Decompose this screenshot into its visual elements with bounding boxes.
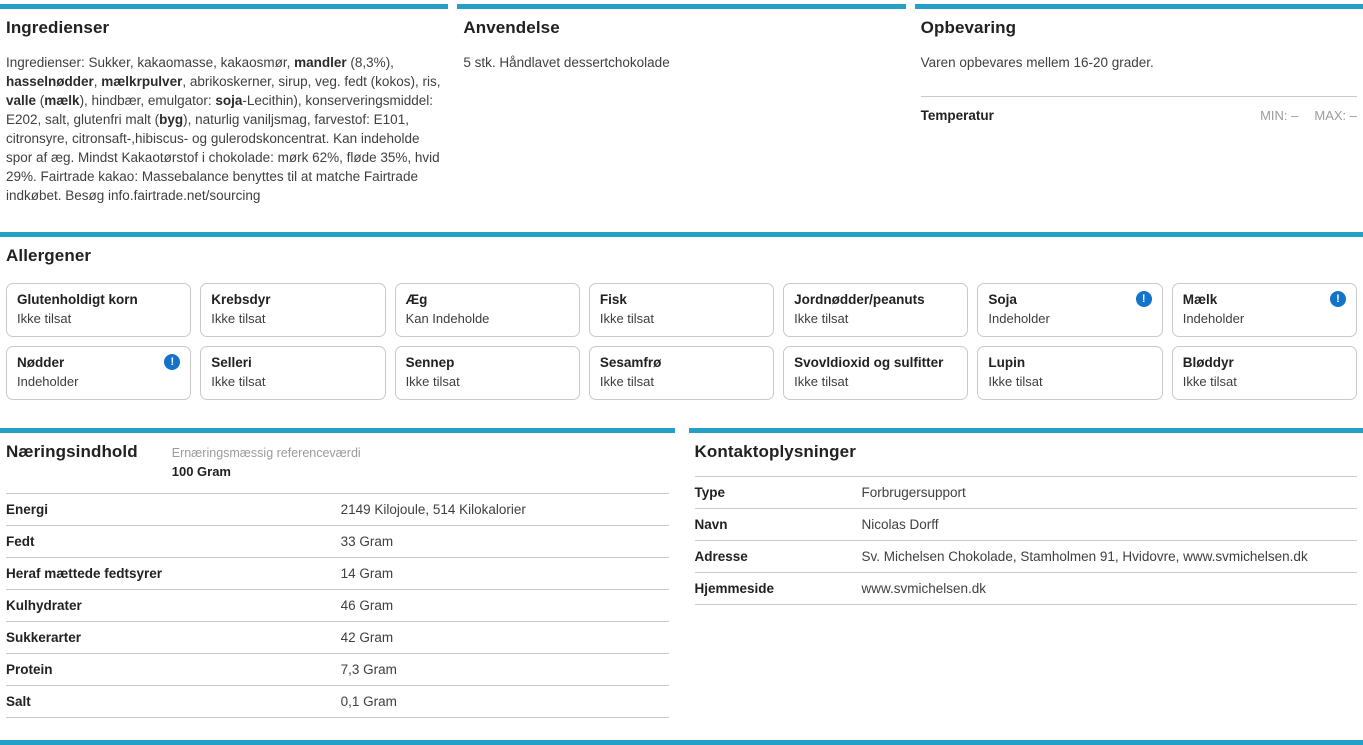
- temperature-max: MAX: –: [1314, 108, 1357, 123]
- row-value: www.svmichelsen.dk: [862, 581, 987, 596]
- temperature-min: MIN: –: [1260, 108, 1298, 123]
- row-label: Hjemmeside: [695, 581, 862, 596]
- storage-text: Varen opbevares mellem 16-20 grader.: [921, 53, 1357, 72]
- allergen-box: [6, 346, 191, 400]
- section-allergens: [0, 232, 1363, 400]
- allergen-box: [977, 283, 1162, 337]
- allergen-status: Indeholder: [988, 310, 1151, 328]
- temperature-values: [1260, 108, 1357, 123]
- allergen-name: Sesamfrø: [600, 353, 662, 372]
- allergen-grid: [6, 283, 1357, 400]
- row-label: Heraf mættede fedtsyrer: [6, 566, 341, 581]
- table-row: [6, 589, 669, 621]
- allergen-name: Glutenholdigt korn: [17, 290, 138, 309]
- allergen-name: Æg: [406, 290, 428, 309]
- allergen-box: [200, 346, 385, 400]
- allergen-status: Ikke tilsat: [600, 310, 763, 328]
- allergen-box: [783, 283, 968, 337]
- allergen-name: Svovldioxid og sulfitter: [794, 353, 943, 372]
- allergen-box: [589, 346, 774, 400]
- allergen-status: Ikke tilsat: [600, 373, 763, 391]
- top-sections-row: [0, 4, 1363, 226]
- row-label: Adresse: [695, 549, 862, 564]
- section-storage: [915, 4, 1363, 226]
- row-label: Navn: [695, 517, 862, 532]
- row-label: Salt: [6, 694, 341, 709]
- row-value: Forbrugersupport: [862, 485, 966, 500]
- row-label: Type: [695, 485, 862, 500]
- table-row: [695, 508, 1358, 540]
- nutrition-title: Næringsindhold: [6, 442, 138, 462]
- row-value: Sv. Michelsen Chokolade, Stamholmen 91, Hvidovre, www.svmichelsen.dk: [862, 549, 1308, 564]
- allergen-status: Indeholder: [1183, 310, 1346, 328]
- bottom-sections-row: [0, 428, 1363, 718]
- allergen-box: [6, 283, 191, 337]
- nutrition-reference-label: Ernæringsmæssig referenceværdi: [172, 446, 361, 461]
- storage-title: Opbevaring: [921, 18, 1357, 38]
- nutrition-table: [6, 493, 669, 718]
- table-row: [6, 557, 669, 589]
- row-value: 42 Gram: [341, 630, 394, 645]
- row-label: Energi: [6, 502, 341, 517]
- table-row: [695, 476, 1358, 508]
- row-value: 7,3 Gram: [341, 662, 397, 677]
- nutrition-header: [0, 433, 675, 479]
- allergen-box: [395, 283, 580, 337]
- allergen-box: [200, 283, 385, 337]
- row-value: 2149 Kilojoule, 514 Kilokalorier: [341, 502, 526, 517]
- row-label: Sukkerarter: [6, 630, 341, 645]
- allergen-box: [1172, 346, 1357, 400]
- section-contact: [689, 428, 1363, 605]
- row-label: Protein: [6, 662, 341, 677]
- table-row: [6, 621, 669, 653]
- contact-title: Kontaktoplysninger: [695, 442, 1358, 462]
- allergen-status: Ikke tilsat: [1183, 373, 1346, 391]
- allergen-name: Jordnødder/peanuts: [794, 290, 925, 309]
- allergen-name: Nødder: [17, 353, 64, 372]
- allergen-name: Selleri: [211, 353, 252, 372]
- table-row: [695, 572, 1358, 604]
- temperature-row: [921, 96, 1357, 123]
- nutrition-reference-block: [172, 446, 361, 479]
- allergen-box: [783, 346, 968, 400]
- row-value: 0,1 Gram: [341, 694, 397, 709]
- allergen-status: Ikke tilsat: [211, 310, 374, 328]
- allergen-name: Soja: [988, 290, 1017, 309]
- allergen-name: Sennep: [406, 353, 455, 372]
- table-row: [695, 540, 1358, 572]
- allergen-status: Indeholder: [17, 373, 180, 391]
- allergen-status: Ikke tilsat: [211, 373, 374, 391]
- row-value: 14 Gram: [341, 566, 394, 581]
- allergen-status: Ikke tilsat: [794, 373, 957, 391]
- section-nutrition: [0, 428, 675, 718]
- row-value: 46 Gram: [341, 598, 394, 613]
- usage-title: Anvendelse: [463, 18, 899, 38]
- allergen-status: Ikke tilsat: [17, 310, 180, 328]
- row-label: Kulhydrater: [6, 598, 341, 613]
- table-row: [6, 653, 669, 685]
- ingredients-title: Ingredienser: [6, 18, 442, 38]
- section-usage: [457, 4, 905, 226]
- allergens-title: Allergener: [6, 246, 1357, 266]
- table-row: [6, 493, 669, 525]
- allergen-name: Mælk: [1183, 290, 1218, 309]
- row-label: Fedt: [6, 534, 341, 549]
- alert-exclamation-icon: !: [1136, 291, 1152, 307]
- table-row: [6, 525, 669, 557]
- usage-text: 5 stk. Håndlavet dessertchokolade: [463, 53, 899, 72]
- allergen-status: Ikke tilsat: [406, 373, 569, 391]
- allergen-name: Krebsdyr: [211, 290, 270, 309]
- alert-exclamation-icon: !: [1330, 291, 1346, 307]
- temperature-label: Temperatur: [921, 108, 994, 123]
- alert-exclamation-icon: !: [164, 354, 180, 370]
- contact-table: [695, 476, 1358, 605]
- ingredients-text: Ingredienser: Sukker, kakaomasse, kakaosmør, mandler (8,3%), hasselnødder, mælkrpulver, abrikoskerner, sirup, veg. fedt (kokos), ris, valle (mælk), hindbær, emulgator: soja-Lecithin), konserveringsmiddel: E202, salt, glutenfri malt (byg), naturlig vaniljsmag, farvestof: E101, citronsyre, citronsaft-,hibiscus- og gulerodskoncentrat. Kan indeholde spor af æg. Mindst Kakaotørstof i chokolade: mørk 62%, fløde 35%, hvid 29%. Fairtrade kakao: Massebalance benyttes til at matche Fairtrade indkøbet. Besøg info.fairtrade.net/sourcing: [6, 53, 442, 205]
- allergen-name: Lupin: [988, 353, 1025, 372]
- nutrition-per-label: 100 Gram: [172, 464, 361, 479]
- allergen-box: [395, 346, 580, 400]
- row-value: Nicolas Dorff: [862, 517, 939, 532]
- allergen-status: Ikke tilsat: [794, 310, 957, 328]
- table-row: [6, 685, 669, 717]
- allergen-status: Ikke tilsat: [988, 373, 1151, 391]
- allergen-box: [977, 346, 1162, 400]
- allergen-status: Kan Indeholde: [406, 310, 569, 328]
- section-ingredients: [0, 4, 448, 226]
- allergen-box: [1172, 283, 1357, 337]
- allergen-box: [589, 283, 774, 337]
- allergen-name: Fisk: [600, 290, 627, 309]
- allergen-name: Bløddyr: [1183, 353, 1234, 372]
- row-value: 33 Gram: [341, 534, 394, 549]
